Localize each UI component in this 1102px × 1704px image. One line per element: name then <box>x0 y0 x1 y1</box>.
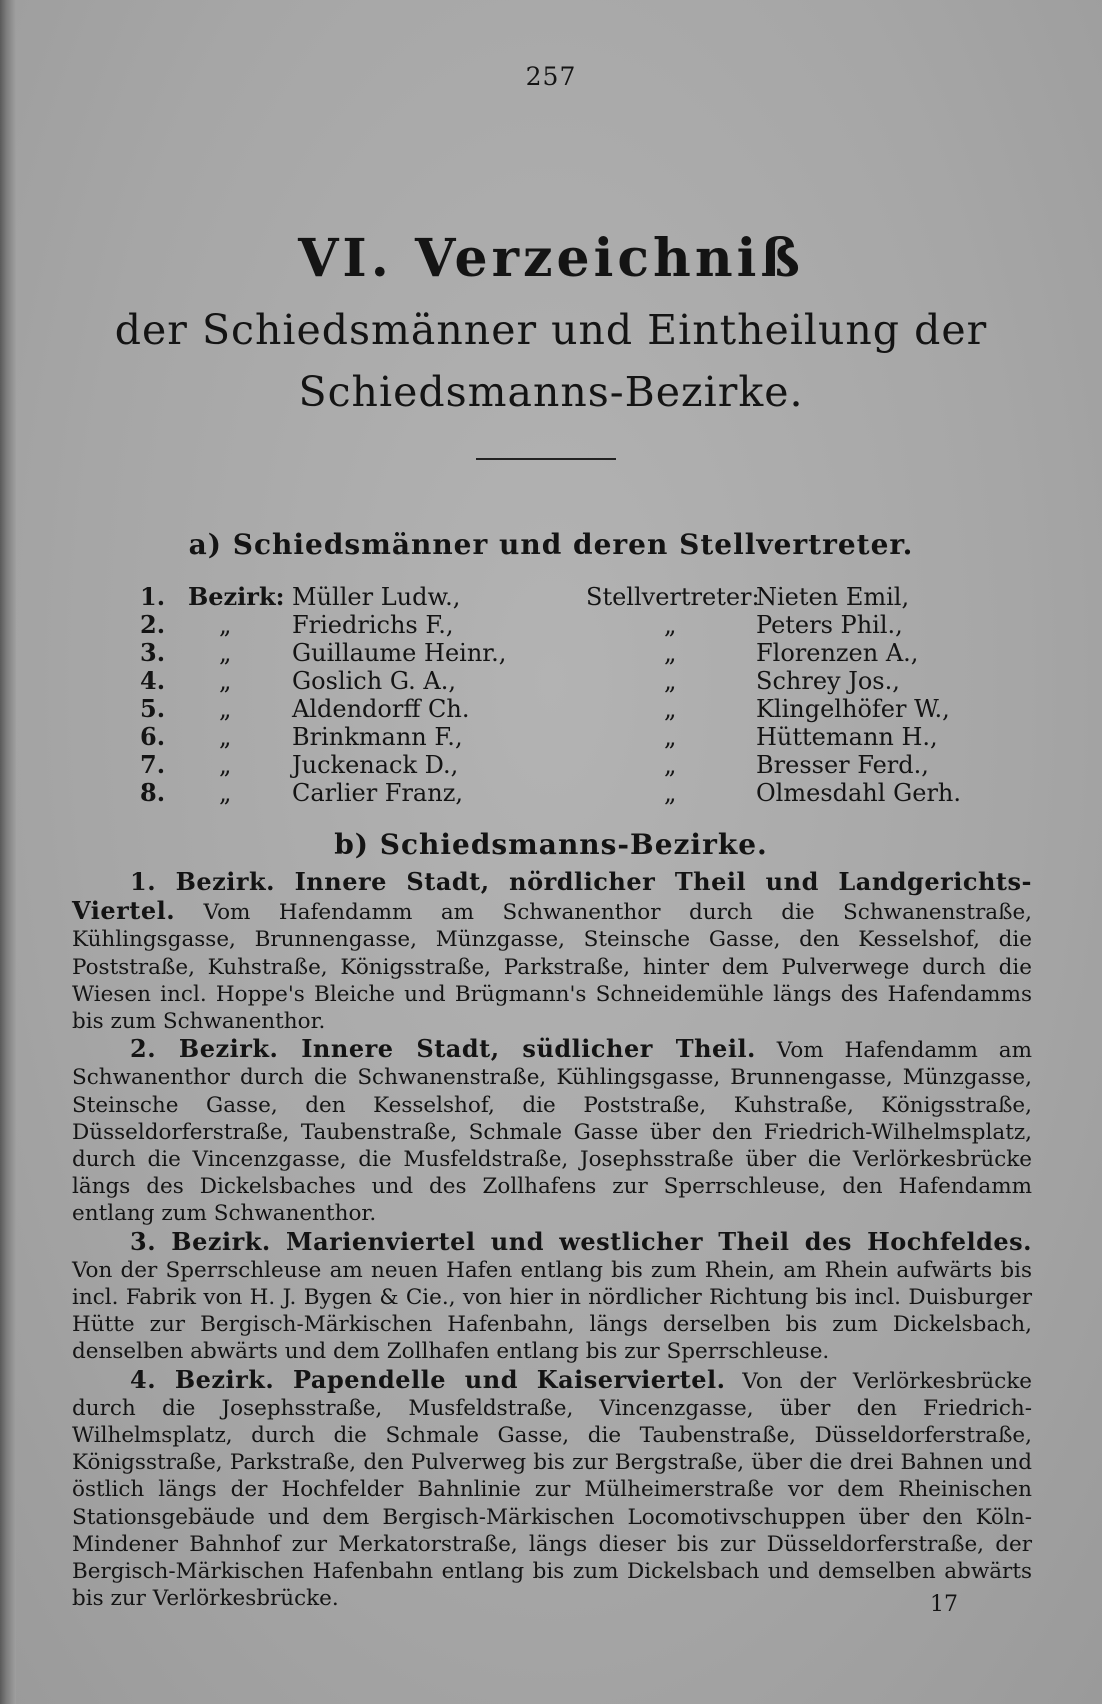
district-paragraph <box>72 1366 1032 1613</box>
ditto-mark: „ <box>219 639 232 667</box>
substitute-name: Olmesdahl Gerh. <box>756 779 961 807</box>
arbitrator-name: Aldendorff Ch. <box>292 695 470 723</box>
substitute-name: Schrey Jos., <box>756 667 900 695</box>
district-number: 3. <box>140 638 166 667</box>
section-subtitle-line-2: Schiedsmanns-Bezirke. <box>298 368 804 416</box>
district-paragraph <box>72 868 1032 1035</box>
ditto-mark: „ <box>219 695 232 723</box>
district-paragraph <box>72 1228 1032 1366</box>
table-row <box>0 722 1102 752</box>
ditto-mark: „ <box>664 779 677 807</box>
district-number: 4. <box>140 666 166 695</box>
district-title: 1. Bezirk. Innere Stadt, nördlicher Theil und Landgerichts-Viertel. <box>72 867 1032 926</box>
page-number: 257 <box>525 62 577 91</box>
district-label: Bezirk: <box>188 582 285 611</box>
district-number: 7. <box>140 750 166 779</box>
substitute-name: Bresser Ferd., <box>756 751 929 779</box>
district-text: Vom Hafendamm am Schwanenthor durch die Schwanenstraße, Kühlingsgasse, Brunnengasse, Münzgasse, Steinsche Gasse, den Kesselshof, die Poststraße, Kuhstraße, Königsstraße, Parkstraße, hinter dem Pulverwege durch die Wiesen incl. Hoppe's Bleiche und Brügmann's Schneidemühle längs des Hafendamms bis zum Schwanenthor. <box>72 900 1032 1035</box>
arbitrator-name: Goslich G. A., <box>292 667 456 695</box>
ditto-mark: „ <box>219 723 232 751</box>
table-row <box>0 750 1102 780</box>
table-row <box>0 582 1102 612</box>
district-text: Von der Sperrschleuse am neuen Hafen entlang bis zum Rhein, am Rhein aufwärts bis incl. Fabrik von H. J. Bygen & Cie., von hier in nördlicher Richtung bis incl. Duisburger Hütte zur Bergisch-Märkischen Hafenbahn, längs derselben bis zum Dickelsbach, denselben abwärts und dem Zollhafen entlang bis zur Sperrschleuse. <box>72 1257 1032 1365</box>
divider-rule <box>476 458 616 460</box>
ditto-mark: „ <box>664 751 677 779</box>
substitute-name: Nieten Emil, <box>756 583 910 611</box>
heading-districts: b) Schiedsmanns-Bezirke. <box>334 828 768 861</box>
district-title: 3. Bezirk. Marienviertel und westlicher Theil des Hochfeldes. <box>130 1226 1032 1256</box>
arbitrator-name: Friedrichs F., <box>292 611 454 639</box>
ditto-mark: „ <box>664 723 677 751</box>
signature-mark: 17 <box>930 1592 958 1617</box>
table-row <box>0 778 1102 808</box>
district-title: 2. Bezirk. Innere Stadt, südlicher Theil. <box>130 1034 756 1064</box>
ditto-mark: „ <box>219 667 232 695</box>
district-descriptions <box>72 868 1032 1612</box>
district-number: 6. <box>140 722 166 751</box>
district-number: 2. <box>140 610 166 639</box>
arbitrator-name: Brinkmann F., <box>292 723 463 751</box>
district-number: 5. <box>140 694 166 723</box>
substitute-label: Stellvertreter: <box>586 583 760 611</box>
district-number: 8. <box>140 778 166 807</box>
district-text: Vom Hafendamm am Schwanenthor durch die Schwanenstraße, Kühlingsgasse, Brunnengasse, Münzgasse, Steinsche Gasse, den Kesselshof, die Poststraße, Kuhstraße, Königsstraße, Düsseldorferstraße, Taubenstraße, Schmale Gasse über den Friedrich-Wilhelmsplatz, durch die Vincenzgasse, die Musfeldstraße, Josephsstraße über die Verlörkesbrücke längs des Dickelsbaches und des Zollhafens zur Sperrschleuse, den Hafendamm entlang zum Schwanenthor. <box>72 1038 1032 1227</box>
district-paragraph <box>72 1035 1032 1227</box>
substitute-name: Florenzen A., <box>756 639 919 667</box>
heading-arbitrators: a) Schiedsmänner und deren Stellvertreter. <box>188 528 914 561</box>
ditto-mark: „ <box>664 695 677 723</box>
arbitrator-name: Juckenack D., <box>292 751 459 779</box>
district-title: 4. Bezirk. Papendelle und Kaiserviertel. <box>130 1364 726 1394</box>
district-number: 1. <box>140 582 166 611</box>
ditto-mark: „ <box>219 611 232 639</box>
district-text: Von der Verlörkesbrücke durch die Josephsstraße, Musfeldstraße, Vincenzgasse, über den Friedrich-Wilhelmsplatz, durch die Schmale Gasse, die Taubenstraße, Düsseldorferstraße, Königsstraße, Parkstraße, den Pulverweg bis zur Bergstraße, über die drei Bahnen und östlich längs der Hochfelder Bahnlinie zur Mülheimerstraße vor dem Rheinischen Stationsgebäude und dem Bergisch-Märkischen Locomotivschuppen über den Köln-Mindener Bahnhof zur Merkatorstraße, längs dieser bis zur Düsseldorferstraße, der Bergisch-Märkischen Hafenbahn entlang bis zum Dickelsbach und demselben abwärts bis zur Verlörkesbrücke. <box>72 1368 1032 1612</box>
arbitrator-name: Müller Ludw., <box>292 583 461 611</box>
arbitrator-name: Guillaume Heinr., <box>292 639 507 667</box>
section-subtitle-line-1: der Schiedsmänner und Eintheilung der <box>114 306 988 354</box>
ditto-mark: „ <box>219 751 232 779</box>
table-row <box>0 694 1102 724</box>
table-row <box>0 610 1102 640</box>
section-title: VI. Verzeichniß <box>298 228 804 289</box>
arbitrator-name: Carlier Franz, <box>292 779 463 807</box>
ditto-mark: „ <box>219 779 232 807</box>
ditto-mark: „ <box>664 639 677 667</box>
substitute-name: Klingelhöfer W., <box>756 695 950 723</box>
table-row <box>0 638 1102 668</box>
ditto-mark: „ <box>664 667 677 695</box>
substitute-name: Hüttemann H., <box>756 723 938 751</box>
ditto-mark: „ <box>664 611 677 639</box>
substitute-name: Peters Phil., <box>756 611 903 639</box>
table-row <box>0 666 1102 696</box>
